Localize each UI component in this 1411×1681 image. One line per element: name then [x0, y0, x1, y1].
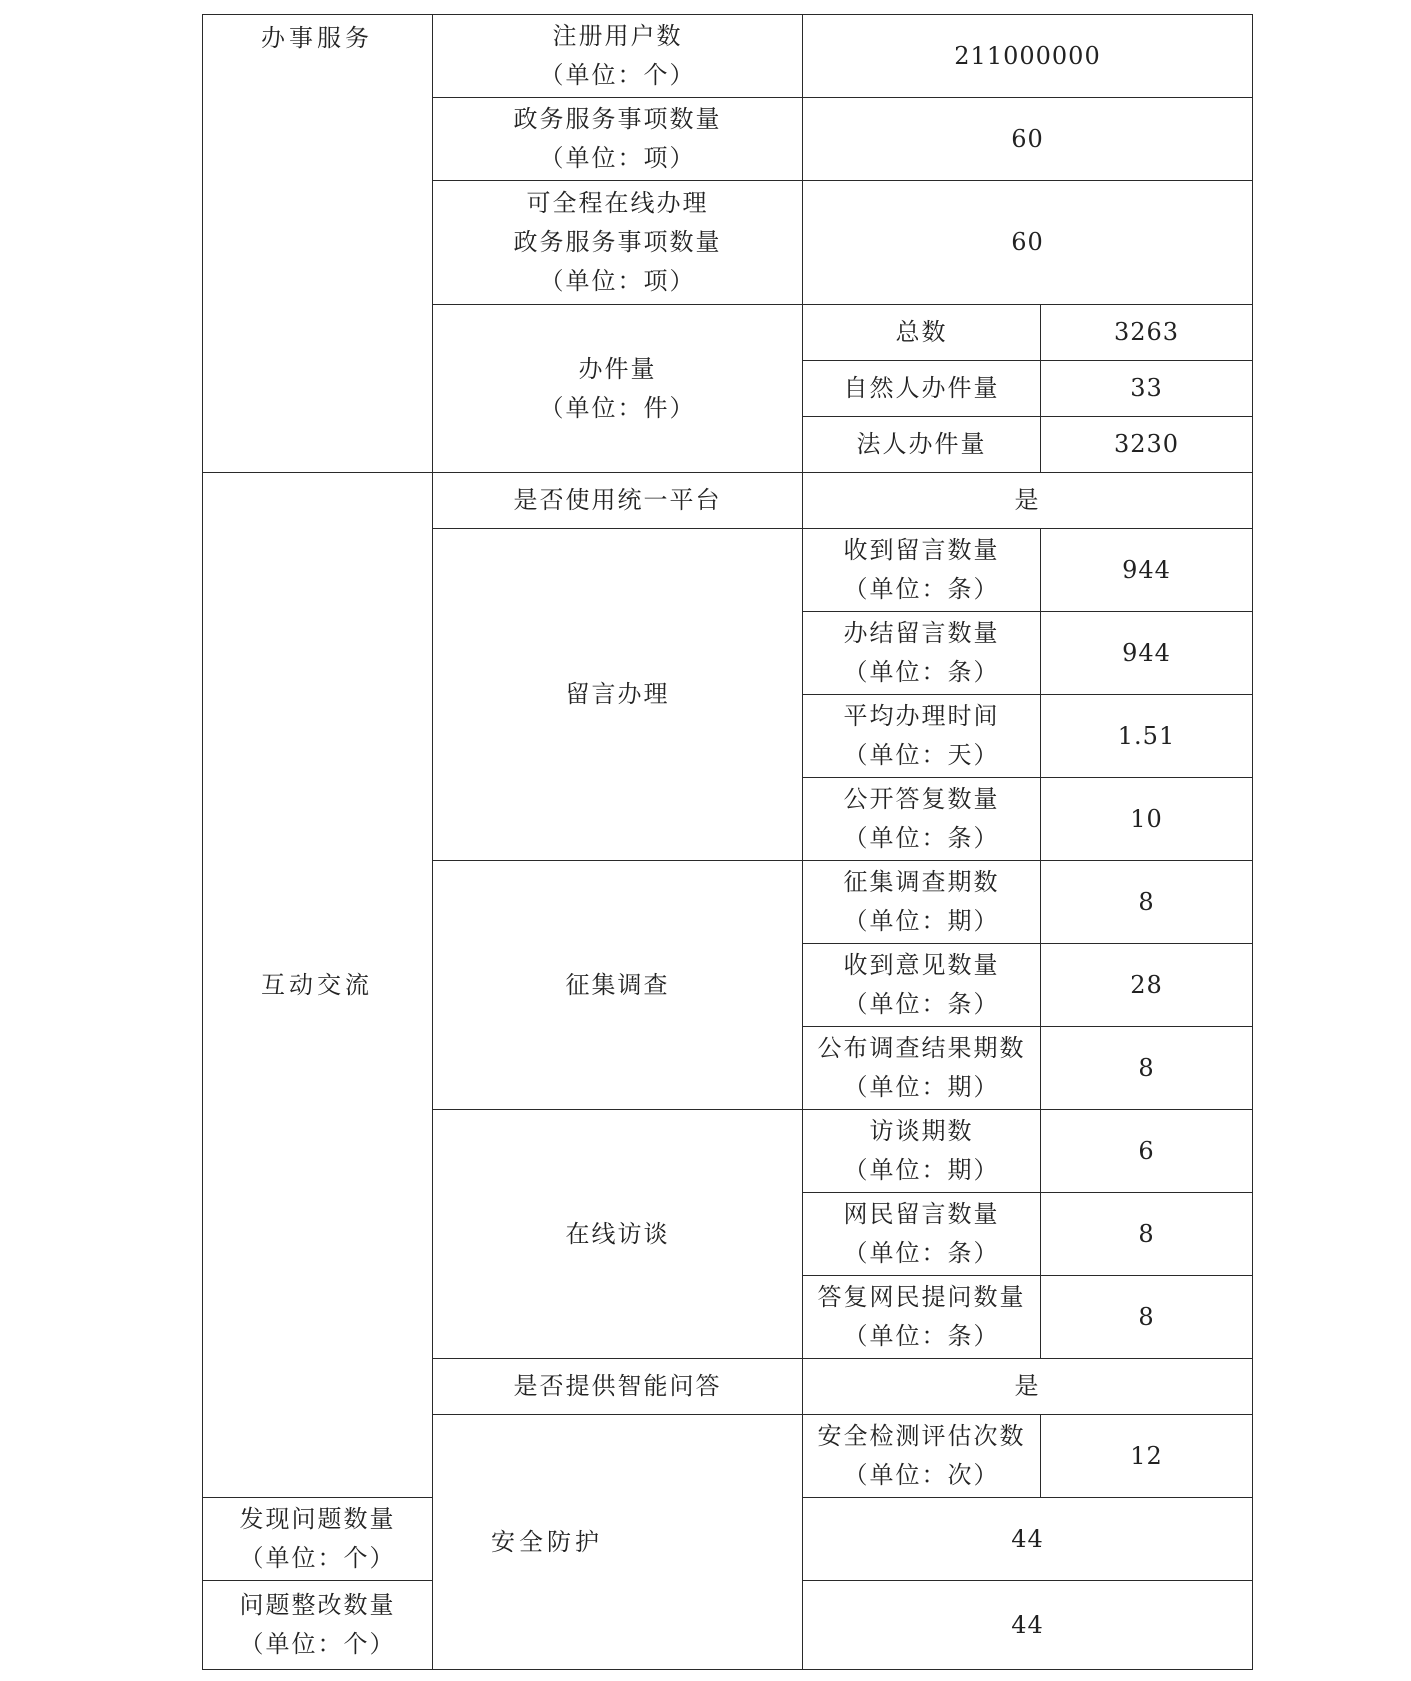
- security-checks-value: 12: [1041, 1415, 1253, 1498]
- online-items-value: 60: [803, 181, 1253, 305]
- row-label: 问题整改数量: [239, 1591, 396, 1619]
- row-label: 办结留言数量: [843, 619, 1000, 647]
- smart-qa-label: 是否提供智能问答: [433, 1359, 803, 1415]
- public-replies-value: 10: [1041, 778, 1253, 861]
- row-unit: （单位：个）: [239, 1544, 396, 1572]
- row-unit: （单位：条）: [843, 1322, 1000, 1350]
- row-unit: （单位：次）: [843, 1461, 1000, 1489]
- row-label: 公布调查结果期数: [817, 1034, 1026, 1062]
- survey-results-label: [803, 1027, 1041, 1110]
- row-label: 公开答复数量: [843, 785, 1000, 813]
- security-checks-label: [803, 1415, 1041, 1498]
- netizen-messages-label: [803, 1193, 1041, 1276]
- row-unit: （单位：件）: [539, 393, 696, 422]
- row-unit: （单位：项）: [539, 144, 696, 172]
- row-unit: （单位：个）: [239, 1630, 396, 1658]
- row-label: 发现问题数量: [239, 1505, 396, 1533]
- avg-handling-time-value: 1.51: [1041, 695, 1253, 778]
- row-unit: （单位：期）: [843, 1073, 1000, 1101]
- row-unit: （单位：项）: [539, 267, 696, 295]
- issues-fixed-label: [203, 1581, 433, 1670]
- case-natural-person-value: 33: [1041, 361, 1253, 417]
- row-label: 可全程在线办理: [526, 189, 709, 217]
- row-unit: （单位：条）: [843, 1239, 1000, 1267]
- messages-label: 留言办理: [433, 529, 803, 861]
- row-unit: （单位：条）: [843, 658, 1000, 686]
- avg-handling-time-label: [803, 695, 1041, 778]
- section-title-interaction: 互动交流: [203, 473, 433, 1498]
- case-natural-person-label: 自然人办件量: [803, 361, 1041, 417]
- row-label: 访谈期数: [869, 1117, 974, 1145]
- row-label: 收到意见数量: [843, 951, 1000, 979]
- netizen-messages-value: 8: [1041, 1193, 1253, 1276]
- row-label: 收到留言数量: [843, 536, 1000, 564]
- row-unit: （单位：个）: [539, 61, 696, 89]
- service-items-label: [433, 98, 803, 181]
- unified-platform-value: 是: [803, 473, 1253, 529]
- issues-found-label: [203, 1498, 433, 1581]
- case-volume-label: [433, 305, 803, 473]
- row-label: 政务服务事项数量: [513, 105, 722, 133]
- unified-platform-label: 是否使用统一平台: [433, 473, 803, 529]
- registered-users-value: 211000000: [803, 15, 1253, 98]
- survey-periods-label: [803, 861, 1041, 944]
- online-items-label: [433, 181, 803, 305]
- row-unit: （单位：条）: [843, 990, 1000, 1018]
- service-items-value: 60: [803, 98, 1253, 181]
- case-legal-person-value: 3230: [1041, 417, 1253, 473]
- survey-label: 征集调查: [433, 861, 803, 1110]
- interview-periods-value: 6: [1041, 1110, 1253, 1193]
- row-unit: （单位：条）: [843, 824, 1000, 852]
- table-row: [203, 15, 1253, 98]
- opinions-received-label: [803, 944, 1041, 1027]
- issues-fixed-value: 44: [803, 1581, 1253, 1670]
- row-label: 网民留言数量: [843, 1200, 1000, 1228]
- interview-label: 在线访谈: [433, 1110, 803, 1359]
- survey-results-value: 8: [1041, 1027, 1253, 1110]
- registered-users-label: [433, 15, 803, 98]
- statistics-table: [202, 14, 1253, 1670]
- netizen-replies-label: [803, 1276, 1041, 1359]
- survey-periods-value: 8: [1041, 861, 1253, 944]
- row-label: 答复网民提问数量: [817, 1283, 1026, 1311]
- messages-closed-value: 944: [1041, 612, 1253, 695]
- row-label: 办件量: [578, 354, 657, 383]
- interview-periods-label: [803, 1110, 1041, 1193]
- messages-closed-label: [803, 612, 1041, 695]
- case-legal-person-label: 法人办件量: [803, 417, 1041, 473]
- public-replies-label: [803, 778, 1041, 861]
- smart-qa-value: 是: [803, 1359, 1253, 1415]
- issues-found-value: 44: [803, 1498, 1253, 1581]
- netizen-replies-value: 8: [1041, 1276, 1253, 1359]
- row-label: 政务服务事项数量: [513, 228, 722, 256]
- case-total-label: 总数: [803, 305, 1041, 361]
- row-label: 征集调查期数: [843, 868, 1000, 896]
- section-title-security: 安全防护: [433, 1415, 803, 1670]
- row-label: 平均办理时间: [843, 702, 1000, 730]
- row-label: 安全检测评估次数: [817, 1422, 1026, 1450]
- messages-received-value: 944: [1041, 529, 1253, 612]
- case-total-value: 3263: [1041, 305, 1253, 361]
- row-unit: （单位：天）: [843, 741, 1000, 769]
- section-title-service: 办事服务: [203, 15, 433, 473]
- opinions-received-value: 28: [1041, 944, 1253, 1027]
- row-unit: （单位：期）: [843, 907, 1000, 935]
- table-row: [203, 473, 1253, 529]
- row-label: 注册用户数: [552, 22, 683, 50]
- row-unit: （单位：条）: [843, 575, 1000, 603]
- row-unit: （单位：期）: [843, 1156, 1000, 1184]
- messages-received-label: [803, 529, 1041, 612]
